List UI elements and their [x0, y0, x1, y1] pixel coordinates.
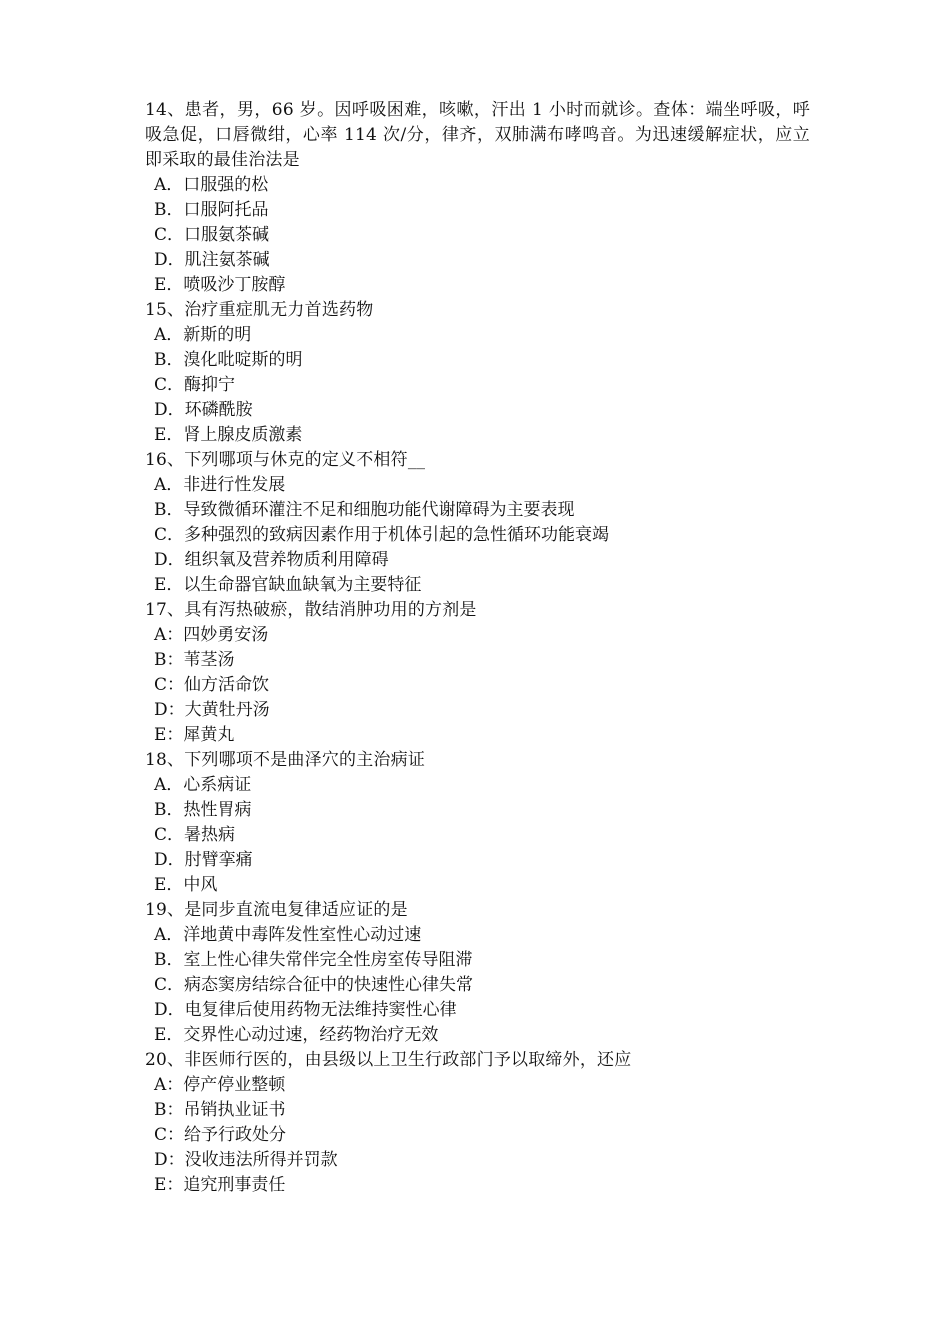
option-d: D．电复律后使用药物无法维持窦性心律 [154, 1000, 457, 1020]
option-c: C．口服氨茶碱 [154, 225, 270, 245]
option-d: D：大黄牡丹汤 [154, 700, 270, 720]
option-a: A．非进行性发展 [154, 475, 286, 495]
question-text: 18、下列哪项不是曲泽穴的主治病证 [145, 750, 426, 770]
question-20 [145, 1048, 810, 1198]
question-text: 14、患者，男，66 岁。因呼吸困难，咳嗽，汗出 1 小时而就诊。查体：端坐呼吸，呼吸急促，口唇微绀，心率 114 次/分，律齐，双肺满布哮鸣音。为迅速缓解症状，应立即采取的最佳治法是 [145, 100, 810, 170]
question-19 [145, 898, 810, 1048]
option-e: E．肾上腺皮质激素 [154, 425, 303, 445]
option-e: E：犀黄丸 [154, 725, 235, 745]
option-c: C．酶抑宁 [154, 375, 236, 395]
question-text: 16、下列哪项与休克的定义不相符__ [145, 450, 426, 470]
question-17 [145, 598, 810, 748]
option-b: B．室上性心律失常伴完全性房室传导阻滞 [154, 950, 473, 970]
question-text: 19、是同步直流电复律适应证的是 [145, 900, 408, 920]
option-a: A．洋地黄中毒阵发性室性心动过速 [154, 925, 422, 945]
option-c: C：给予行政处分 [154, 1125, 287, 1145]
option-b: B．口服阿托品 [154, 200, 269, 220]
option-d: D：没收违法所得并罚款 [154, 1150, 338, 1170]
question-text: 20、非医师行医的，由县级以上卫生行政部门予以取缔外，还应 [145, 1050, 632, 1070]
question-18 [145, 748, 810, 898]
question-14 [145, 98, 810, 298]
question-text: 15、治疗重症肌无力首选药物 [145, 300, 374, 320]
option-c: C．病态窦房结综合征中的快速性心律失常 [154, 975, 474, 995]
option-a: A：四妙勇安汤 [154, 625, 269, 645]
option-e: E：追究刑事责任 [154, 1175, 286, 1195]
question-15 [145, 298, 810, 448]
option-a: A：停产停业整顿 [154, 1075, 286, 1095]
option-b: B．热性胃病 [154, 800, 252, 820]
option-e: E．以生命器官缺血缺氧为主要特征 [154, 575, 422, 595]
option-b: B．导致微循环灌注不足和细胞功能代谢障碍为主要表现 [154, 500, 575, 520]
option-b: B：苇茎汤 [154, 650, 235, 670]
option-c: C：仙方活命饮 [154, 675, 270, 695]
question-16 [145, 448, 810, 598]
option-e: E．中风 [154, 875, 218, 895]
option-d: D．肘臂挛痛 [154, 850, 253, 870]
option-e: E．喷吸沙丁胺醇 [154, 275, 286, 295]
option-a: A．心系病证 [154, 775, 252, 795]
option-c: C．多种强烈的致病因素作用于机体引起的急性循环功能衰竭 [154, 525, 610, 545]
document-page [145, 98, 810, 1198]
option-a: A．新斯的明 [154, 325, 252, 345]
option-b: B：吊销执业证书 [154, 1100, 286, 1120]
option-a: A．口服强的松 [154, 175, 269, 195]
option-d: D．肌注氨茶碱 [154, 250, 270, 270]
question-text: 17、具有泻热破瘀，散结消肿功用的方剂是 [145, 600, 477, 620]
option-d: D．环磷酰胺 [154, 400, 253, 420]
option-e: E．交界性心动过速，经药物治疗无效 [154, 1025, 439, 1045]
option-d: D．组织氧及营养物质利用障碍 [154, 550, 389, 570]
option-b: B．溴化吡啶斯的明 [154, 350, 303, 370]
option-c: C．暑热病 [154, 825, 236, 845]
